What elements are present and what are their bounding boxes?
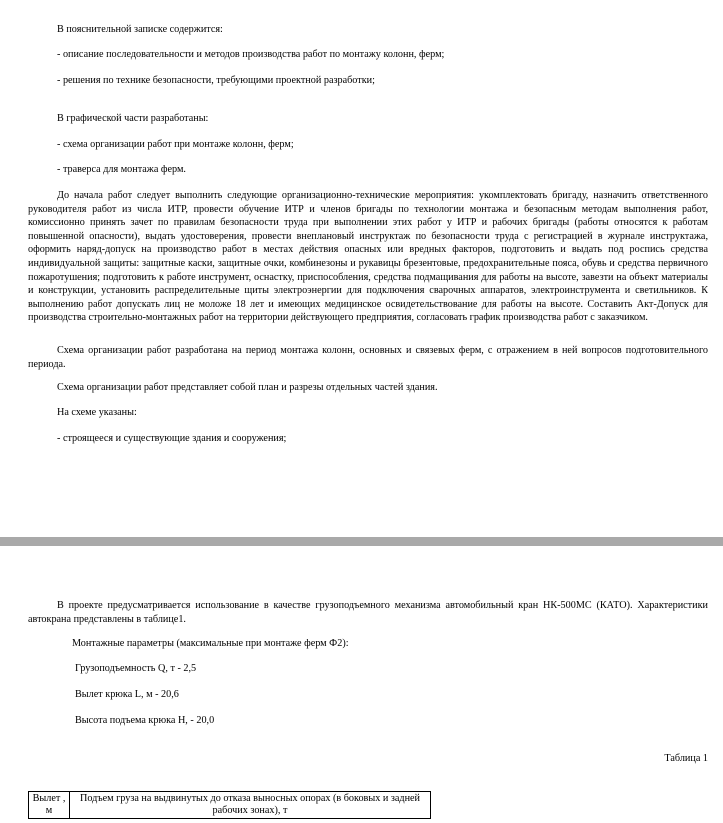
list-item: - строящееся и существующие здания и сооружения; xyxy=(57,433,287,444)
table-header-reach: Вылет , м xyxy=(29,792,70,819)
intro-line: В пояснительной записке содержится: xyxy=(57,24,223,35)
plan-paragraph: Схема организации работ представляет собой план и разрезы отдельных частей здания. xyxy=(57,382,438,393)
list-item: - схема организации работ при монтаже колонн, ферм; xyxy=(57,139,294,150)
graphic-intro-line: В графической части разработаны: xyxy=(57,113,209,124)
table-header-row xyxy=(29,792,431,819)
list-item: - траверса для монтажа ферм. xyxy=(57,164,186,175)
list-item: - описание последовательности и методов производства работ по монтажу колонн, ферм; xyxy=(57,49,445,60)
crane-table xyxy=(28,791,431,819)
list-item: - решения по технике безопасности, требующими проектной разработки; xyxy=(57,75,375,86)
measures-paragraph: До начала работ следует выполнить следующие организационно-технические мероприятия: укомплектовать бригаду, назначить ответственного руководителя работ из числа ИТР, провести обучение ИТР и членов бригады по технологии монтажа и безопасным методам выполнения работ, комиссионно принять зачет по правилам безопасности труда при выполнении этих работ у ИТР и рабочих бригады (работы относятся к работам повышенной опасности), выдать удостоверения, провести внеплановый инструктаж по безопасности труда с регистрацией в журнале инструктажа, оформить наряд-допуск на производство работ в местах действия опасных или вредных факторов, подготовить и выдать под роспись средства индивидуальной защиты: защитные каски, защитные очки, комбинезоны и рукавицы брезентовые, предохранительные пояса, обувь и средства первичного пожаротушения; подготовить к работе инструмент, оснастку, приспособления, средства подмащивания для работы на высоте, завезти на объект материалы и конструкции, установить распределительные щиты электроэнергии для подключения сварочных аппаратов, электроинструмента и светильников. К выполнению работ допускать лиц не моложе 18 лет и имеющих медицинское освидетельствование для работы на высоте. Составить Акт-Допуск для производства строительно-монтажных работ на территории действующего предприятия, согласовать график производства работ с заказчиком. xyxy=(28,190,708,324)
scheme-paragraph: Схема организации работ разработана на период монтажа колонн, основных и связевых ферм, с отражением в ней вопросов подготовительного периода. xyxy=(28,345,708,370)
table-title: Таблица 1 xyxy=(664,753,708,764)
document-page-2 xyxy=(0,546,723,823)
param-load-capacity: Грузоподъемность Q, т - 2,5 xyxy=(75,663,197,674)
param-hook-height: Высота подъема крюка H, - 20,0 xyxy=(75,715,215,726)
crane-paragraph: В проекте предусматривается использование в качестве грузоподъемного механизма автомобильный кран НК-500МС (КАТО). Характеристики автокрана представлены в таблице1. xyxy=(28,600,708,625)
params-title: Монтажные параметры (максимальные при монтаже ферм Ф2): xyxy=(72,638,349,649)
shown-intro-line: На схеме указаны: xyxy=(57,407,137,418)
param-hook-reach: Вылет крюка L, м - 20,6 xyxy=(75,689,179,700)
page-separator xyxy=(0,537,723,546)
table-header-load: Подъем груза на выдвинутых до отказа выносных опорах (в боковых и задней рабочих зонах), т xyxy=(70,792,431,819)
